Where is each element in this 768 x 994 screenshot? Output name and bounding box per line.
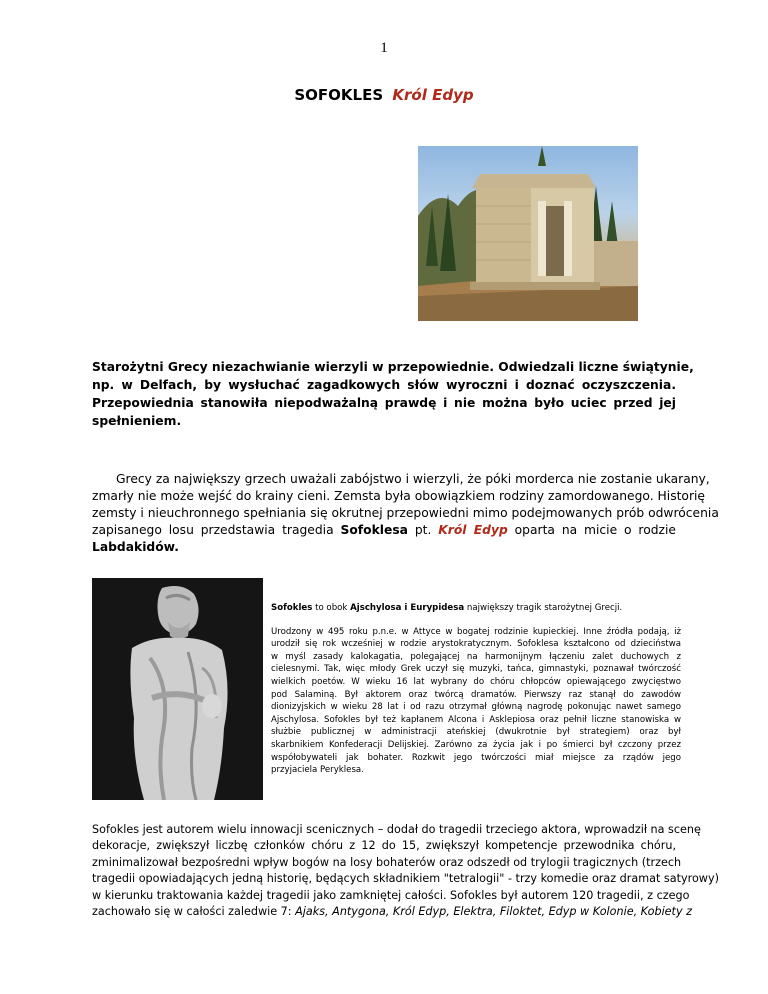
bio-line: współobywateli jak bohater. Rozkwit jego twórczości miał miejsce za rządów jego <box>271 752 681 763</box>
intro-paragraph <box>92 358 694 430</box>
innovations-paragraph <box>92 822 719 920</box>
bio-line: skarbnikiem Konfederacji Delijskiej. Zarówno za życia jak i po śmierci był czczony przez <box>271 739 681 750</box>
statue-illustration <box>92 578 263 800</box>
temple-illustration <box>418 146 638 321</box>
text-run: pt. <box>407 523 439 537</box>
paragraph-line: zmarły nie może wejść do krainy cieni. Zemsta była obowiązkiem rodziny zamordowanego. Historię <box>92 489 705 503</box>
text-run: największy tragik starożytnej Grecji. <box>464 603 623 613</box>
family-name: Labdakidów. <box>92 540 179 554</box>
sophocles-statue-photo <box>92 578 263 800</box>
text-run: to obok <box>312 603 351 613</box>
intro-line: np. w Delfach, by wysłuchać zagadkowych słów wyroczni i doznać oczyszczenia. <box>92 378 676 392</box>
bio-line: dionizyjskich w wieku 28 lat i od razu otrzymał główną nagrodę pokonując nawet samego <box>271 702 681 713</box>
paragraph-line <box>92 522 676 539</box>
text-run: oparta na micie o rodzie <box>507 523 676 537</box>
bio-line: cielesnymi. Tak, więc młody Grek uczył się muzyki, tańca, gimnastyki, poznawał twórczość <box>271 664 681 675</box>
works-list: Ajaks, Antygona, Król Edyp, Elektra, Filoktet, Edyp w Kolonie, Kobiety z <box>295 905 692 919</box>
text-run: zachowało się w całości zaledwie 7: <box>92 905 296 919</box>
paragraph-line <box>92 539 676 556</box>
paragraph-line: w kierunku traktowania każdej tragedii jako zamkniętej całości. Sofokles był autorem 120 tragedii, z czego <box>92 888 690 902</box>
paragraph-line: zemsty i nieuchronnego spełniania się okrutnej przepowiedni mimo podejmowanych prób odwrócenia <box>92 506 719 520</box>
biography-box <box>271 602 681 777</box>
intro-line: Przepowiednia stanowiła niepodważalną prawdę i nie można było uciec przed jej <box>92 396 676 410</box>
author-name: Sofokles <box>271 603 313 613</box>
paragraph-line: Sofokles jest autorem wielu innowacji scenicznych – dodał do tragedii trzeciego aktora, wprowadził na scenę <box>92 823 701 836</box>
bio-lead <box>271 602 681 615</box>
paragraph-line <box>92 904 692 920</box>
paragraph-line: zminimalizował bezpośredni wpływ bogów na losy bohaterów oraz odszedł od trylogii tragicznych (trzech <box>92 855 682 869</box>
page-number: 1 <box>380 40 388 56</box>
bio-line: urodził się rok wcześniej w rodzie arystokratycznym. Sofoklesa kształcono od dzieciństwa <box>271 639 681 650</box>
author-name: Sofoklesa <box>340 523 408 537</box>
intro-line: spełnieniem. <box>92 414 182 428</box>
title-work: Król Edyp <box>392 86 474 104</box>
bio-line: Ajschylosa. Sofokles był też kapłanem Alcona i Asklepiosa oraz pełnił liczne stanowiska w <box>271 714 681 725</box>
page-title <box>0 86 768 104</box>
intro-line: Starożytni Grecy niezachwianie wierzyli w przepowiednie. Odwiedzali liczne świątynie, <box>92 360 694 374</box>
work-title: Król Edyp <box>438 523 508 537</box>
paragraph-line: dekoracje, zwiększył liczbę członków chóru z 12 do 15, zwiększył kompetencje przewodnika chóru, <box>92 839 676 853</box>
bio-line: przyjaciela Peryklesa. <box>271 765 364 776</box>
bio-line: pod Salaminą. Był aktorem oraz twórcą dramatów. Pierwszy raz stanął do zawodów <box>271 689 681 700</box>
temple-photo <box>418 146 638 321</box>
bio-line: służbie publicznej w administracji ateńskiej (dwukrotnie był strategiem) oraz był <box>271 727 681 738</box>
bio-line: w myśl zasady kalokagatia, polegającej na harmonijnym łączeniu zalet duchowych z <box>271 651 681 662</box>
other-tragedians: Ajschylosa i Eurypidesa <box>350 603 465 613</box>
murder-paragraph <box>92 471 719 556</box>
text-run: zapisanego losu przedstawia tragedia <box>92 523 341 537</box>
bio-line: Urodzony w 495 roku p.n.e. w Attyce w bogatej rodzinie kupieckiej. Inne źródła podają, iż <box>271 626 681 637</box>
title-author: SOFOKLES <box>294 86 384 104</box>
paragraph-line: Grecy za największy grzech uważali zabójstwo i wierzyli, że póki morderca nie zostanie ukarany, <box>116 472 710 486</box>
paragraph-line: tragedii opowiadających jedną historię, będących składnikiem "tetralogii" - trzy komedie oraz dramat satyrowy) <box>92 872 719 886</box>
bio-line: wielkich poetów. W wieku 16 lat wybrany do chóru chłopców opiewającego zwycięstwo <box>271 676 681 687</box>
